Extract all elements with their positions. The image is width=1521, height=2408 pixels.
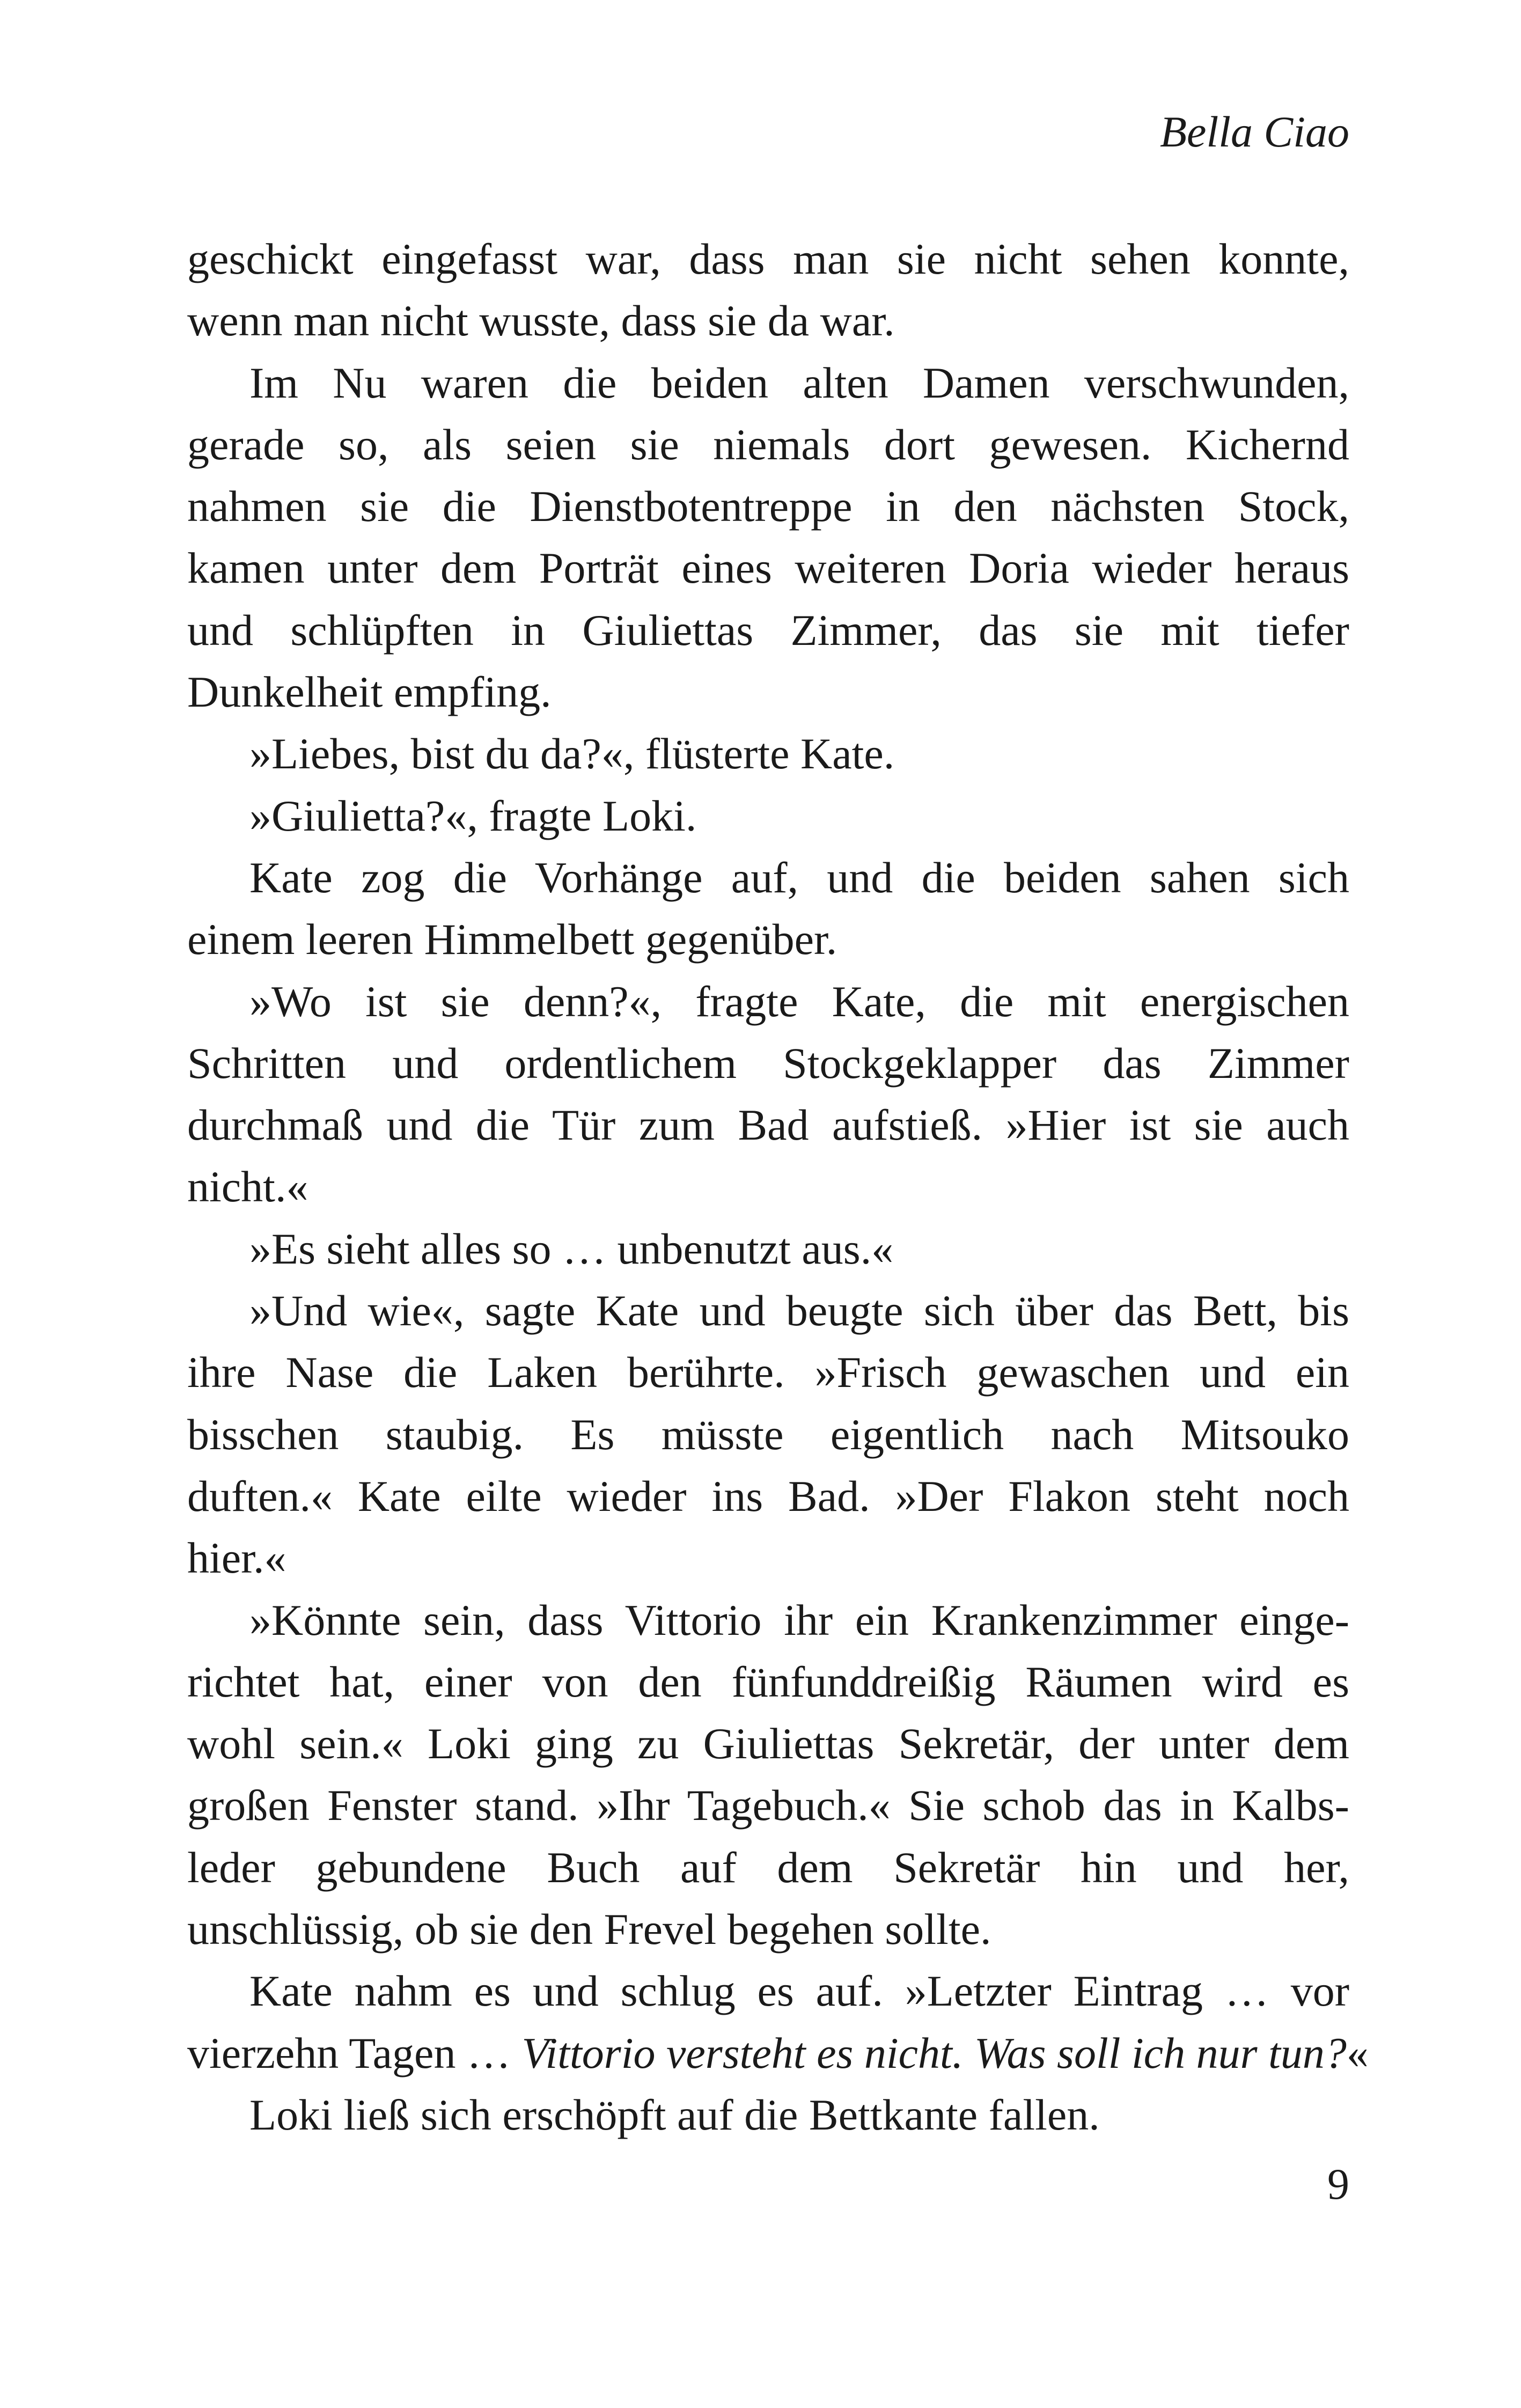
text-line: »Liebes, bist du da?«, flüsterte Kate. — [249, 729, 895, 779]
running-head: Bella Ciao — [1159, 107, 1349, 156]
text-line: bisschen staubig. Es müsste eigentlich nach Mitsouko — [187, 1409, 1349, 1459]
text-line: einem leeren Himmelbett gegenüber. — [187, 915, 837, 964]
text-line: durchmaß und die Tür zum Bad aufstieß. »Hier ist sie auch — [187, 1100, 1349, 1150]
text-line: Kate zog die Vorhänge auf, und die beiden sahen sich — [249, 853, 1349, 902]
text-line: ihre Nase die Laken berührte. »Frisch gewaschen und ein — [187, 1348, 1349, 1397]
text-line: Schritten und ordentlichem Stockgeklapper das Zimmer — [187, 1038, 1349, 1088]
text-line: unschlüssig, ob sie den Frevel begehen sollte. — [187, 1905, 991, 1954]
text-run: vierzehn Tagen … — [187, 2028, 522, 2077]
text-line: nahmen sie die Dienstbotentreppe in den nächsten Stock, — [187, 482, 1349, 531]
text-line: Loki ließ sich erschöpft auf die Bettkante fallen. — [249, 2090, 1100, 2139]
text-line: kamen unter dem Porträt eines weiteren Doria wieder heraus — [187, 544, 1349, 593]
text-line: leder gebundene Buch auf dem Sekretär hin und her, — [187, 1842, 1349, 1892]
text-line: gerade so, als seien sie niemals dort gewesen. Kichernd — [187, 420, 1349, 469]
text-line: und schlüpften in Giuliettas Zimmer, das sie mit tiefer — [187, 605, 1349, 655]
body-text — [187, 228, 1369, 2146]
text-line: richtet hat, einer von den fünfunddreißig Räumen wird es — [187, 1657, 1349, 1706]
text-line: nicht.« — [187, 1162, 308, 1212]
text-line: Dunkelheit empfing. — [187, 667, 552, 717]
page-number: 9 — [1327, 2160, 1349, 2208]
text-line: wohl sein.« Loki ging zu Giuliettas Sekretär, der unter dem — [187, 1719, 1349, 1768]
text-line: duften.« Kate eilte wieder ins Bad. »Der Flakon steht noch — [187, 1471, 1349, 1521]
text-line: hier.« — [187, 1533, 286, 1583]
text-line: »Könnte sein, dass Vittorio ihr ein Krankenzimmer einge- — [249, 1595, 1349, 1645]
text-line: wenn man nicht wusste, dass sie da war. — [187, 296, 895, 346]
text-line: »Es sieht alles so … unbenutzt aus.« — [249, 1224, 894, 1273]
text-line: »Und wie«, sagte Kate und beugte sich über das Bett, bis — [249, 1286, 1349, 1335]
text-run: « — [1346, 2028, 1369, 2077]
text-line: geschickt eingefasst war, dass man sie nicht sehen konnte, — [187, 234, 1349, 283]
italic-text-run: Vittorio versteht es nicht. Was soll ich nur tun? — [521, 2028, 1347, 2077]
text-line: »Wo ist sie denn?«, fragte Kate, die mit energischen — [249, 977, 1349, 1026]
text-line: großen Fenster stand. »Ihr Tagebuch.« Sie schob das in Kalbs- — [187, 1781, 1349, 1830]
text-line-with-italic — [187, 2022, 1369, 2084]
text-line: Im Nu waren die beiden alten Damen verschwunden, — [249, 358, 1349, 407]
text-line: »Giulietta?«, fragte Loki. — [249, 791, 697, 840]
text-line: Kate nahm es und schlug es auf. »Letzter Eintrag … vor — [249, 1966, 1349, 2016]
